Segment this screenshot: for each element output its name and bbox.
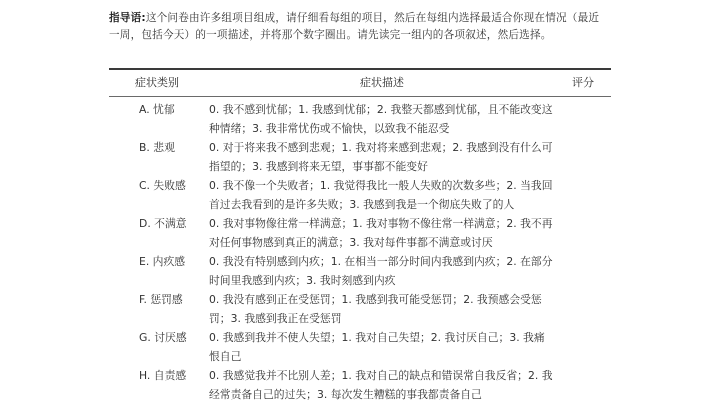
- row-category: B. 悲观: [139, 141, 175, 154]
- header-description: 症状描述: [360, 76, 404, 89]
- instructions-label: 指导语:: [109, 12, 146, 24]
- table-top-rule: [109, 68, 611, 70]
- table-header-rule: [109, 96, 611, 97]
- row-description: 0. 我感觉我并不比别人差；1. 我对自己的缺点和错误常自我反省；2. 我经常责备自己的过失；3. 每次发生糟糕的事我都责备自己: [209, 369, 553, 401]
- row-description: 0. 我没有特别感到内疚；1. 在相当一部分时间内我感到内疚；2. 在部分时间里我感到内疚；3. 我时刻感到内疚: [209, 255, 553, 287]
- row-category: C. 失败感: [139, 179, 186, 192]
- row-description: 0. 对于将来我不感到悲观；1. 我对将来感到悲观；2. 我感到没有什么可指望的；3. 我感到将来无望，事事都不能变好: [209, 141, 553, 173]
- header-score: 评分: [572, 76, 594, 89]
- row-description: 0. 我不感到忧郁；1. 我感到忧郁；2. 我整天都感到忧郁，且不能改变这种情绪；3. 我非常忧伤或不愉快，以致我不能忍受: [209, 103, 553, 135]
- instructions: [109, 10, 603, 44]
- questionnaire-page: [109, 0, 611, 405]
- header-category: 症状类别: [135, 76, 179, 89]
- row-description: 0. 我对事物像往常一样满意；1. 我对事物不像往常一样满意；2. 我不再对任何事物感到真正的满意；3. 我对每件事都不满意或讨厌: [209, 217, 553, 249]
- instructions-text: 这个问卷由许多组项目组成，请仔细看每组的项目，然后在每组内选择最适合你现在情况（最近一周，包括今天）的一项描述，并将那个数字圈出。请先读完一组内的各项叙述，然后选择。: [109, 12, 600, 41]
- row-description: 0. 我感到我并不使人失望；1. 我对自己失望；2. 我讨厌自己；3. 我痛恨自己: [209, 331, 545, 363]
- row-category: E. 内疚感: [139, 255, 186, 268]
- row-category: A. 忧郁: [139, 103, 175, 116]
- row-description: 0. 我不像一个失败者；1. 我觉得我比一般人失败的次数多些；2. 当我回首过去我看到的是许多失败；3. 我感到我是一个彻底失败了的人: [209, 179, 553, 211]
- row-category: F. 惩罚感: [139, 293, 183, 306]
- row-category: D. 不满意: [139, 217, 187, 230]
- row-description: 0. 我没有感到正在受惩罚；1. 我感到我可能受惩罚；2. 我预感会受惩罚；3. 我感到我正在受惩罚: [209, 293, 542, 325]
- row-category: H. 自责感: [139, 369, 187, 382]
- row-category: G. 讨厌感: [139, 331, 187, 344]
